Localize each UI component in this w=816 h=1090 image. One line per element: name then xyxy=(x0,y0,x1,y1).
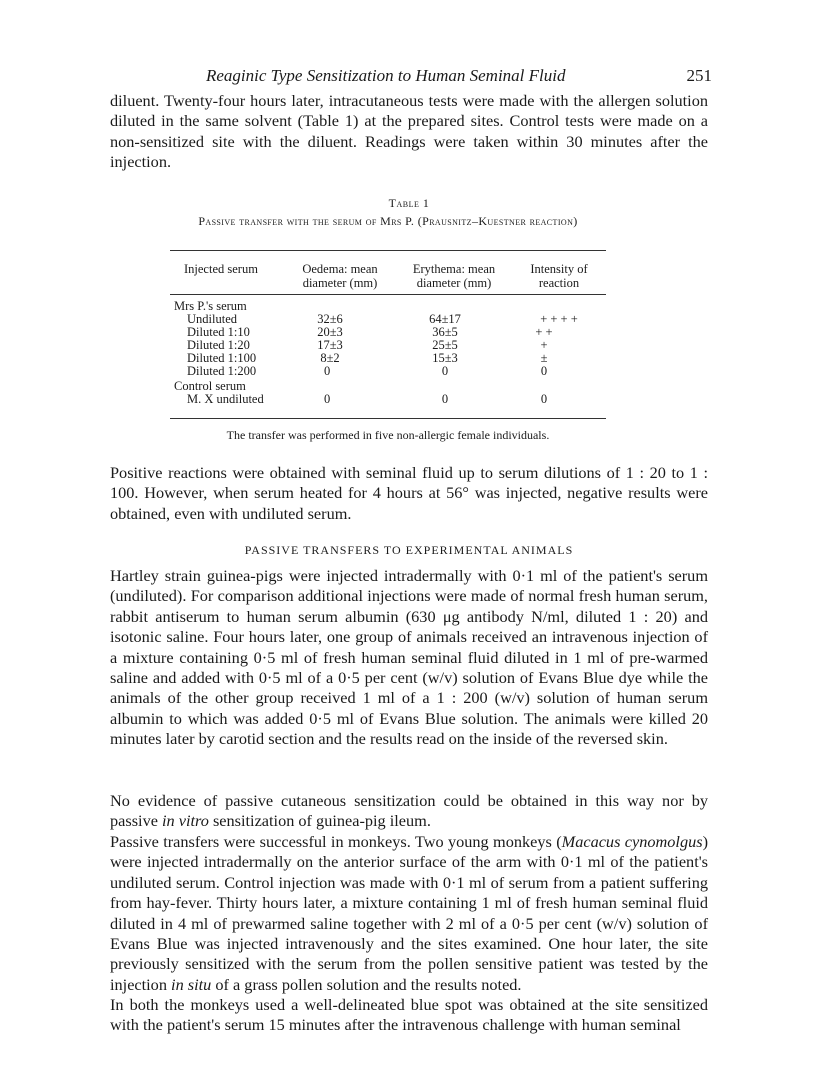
paragraph-no-evidence: No evidence of passive cutaneous sensitization could be obtained in this way nor by passive in vitro sensitization of guinea-pig ileum. xyxy=(110,791,708,831)
row-label: Diluted 1:200 xyxy=(187,364,257,378)
oedema-value: 17±3 xyxy=(317,338,343,352)
group-label-control: Control serum xyxy=(174,379,246,393)
table-label: Table 1 xyxy=(388,196,430,210)
row-label: Undiluted xyxy=(187,312,237,326)
group-label-mrs-p: Mrs P.'s serum xyxy=(174,299,247,313)
running-title: Reaginic Type Sensitization to Human Seminal Fluid xyxy=(206,66,566,85)
table-footnote: The transfer was performed in five non-allergic female individuals. xyxy=(226,428,550,442)
table-top-rule xyxy=(170,250,606,251)
paragraph-positive-reactions: Positive reactions were obtained with seminal fluid up to serum dilutions of 1 : 20 to 1 : 100. However, when serum heated for 4 hours at 56° was injected, negative results were obtained, even with undiluted serum. xyxy=(110,463,708,523)
erythema-value: 64±17 xyxy=(429,312,461,326)
intro-paragraph: diluent. Twenty-four hours later, intracutaneous tests were made with the allergen solution diluted in the same solvent (Table 1) at the prepared sites. Control tests were made on a non-sensitized site with the diluent. Readings were taken within 30 minutes after the injection. xyxy=(110,91,708,172)
row-label: Diluted 1:20 xyxy=(187,338,250,352)
intensity-value: 0 xyxy=(540,392,548,406)
intensity-value: ± xyxy=(540,351,548,365)
table-caption: Passive transfer with the serum of Mrs P. (Prausnitz–Kuestner reaction) xyxy=(198,214,578,228)
col-injected-serum: Injected serum xyxy=(184,262,258,276)
oedema-value: 0 xyxy=(324,364,331,378)
paragraph-monkeys: Passive transfers were successful in monkeys. Two young monkeys (Macacus cynomolgus) were injected intradermally on the anterior surface of the arm with 0·1 ml of the patient's undiluted serum. Control injection was made with 0·1 ml of serum from a patient suffering from hay-fever. Thirty hours later, a mixture containing 1 ml of fresh human seminal fluid diluted in 4 ml of prewarmed saline together with 2 ml of a 0·5 per cent (w/v) solution of Evans Blue was injected intravenously and the sites examined. One hour later, the site previously sensitized with the serum from the pollen sensitive patient was tested by the injection in situ of a grass pollen solution and the results noted. xyxy=(110,832,708,994)
row-label: M. X undiluted xyxy=(187,392,264,406)
oedema-value: 8±2 xyxy=(320,351,340,365)
paragraph-blue-spot: In both the monkeys used a well-delineated blue spot was obtained at the site sensitized with the patient's serum 15 minutes after the intravenous challenge with human seminal xyxy=(110,995,708,1035)
intensity-value: + + + + xyxy=(540,312,578,326)
intensity-value: + xyxy=(540,338,548,352)
erythema-value: 25±5 xyxy=(432,338,458,352)
erythema-value: 0 xyxy=(441,392,449,406)
table-header-rule xyxy=(170,294,606,295)
intensity-value: + + xyxy=(535,325,553,339)
col-erythema: Erythema: mean diameter (mm) xyxy=(412,262,496,290)
intensity-value: 0 xyxy=(540,364,548,378)
oedema-value: 0 xyxy=(324,392,331,406)
erythema-value: 15±3 xyxy=(432,351,458,365)
col-intensity: Intensity of reaction xyxy=(530,262,588,290)
running-header xyxy=(150,66,712,88)
row-label: Diluted 1:10 xyxy=(187,325,250,339)
page-number: 251 xyxy=(686,66,712,85)
paragraph-guinea-pigs: Hartley strain guinea-pigs were injected intradermally with 0·1 ml of the patient's serum (undiluted). For comparison additional injections were made of normal fresh human serum, rabbit antiserum to human serum albumin (630 μg antibody N/ml, diluted 1 : 20) and isotonic saline. Four hours later, one group of animals received an intravenous injection of a mixture containing 0·5 ml of fresh human seminal fluid diluted in 1 ml of pre-warmed saline and added with 0·5 ml of a 0·5 per cent (w/v) solution of Evans Blue dye while the animals of the other group received 1 ml of a 1 : 200 (w/v) solution of human serum albumin to which was added 0·5 ml of Evans Blue solution. The animals were killed 20 minutes later by carotid section and the results read on the inside of the reversed skin. xyxy=(110,566,708,749)
col-oedema: Oedema: mean diameter (mm) xyxy=(302,262,378,290)
table-bottom-rule xyxy=(170,418,606,419)
erythema-value: 0 xyxy=(441,364,449,378)
erythema-value: 36±5 xyxy=(432,325,458,339)
oedema-value: 20±3 xyxy=(317,325,343,339)
row-label: Diluted 1:100 xyxy=(187,351,257,365)
oedema-value: 32±6 xyxy=(317,312,343,326)
section-heading: PASSIVE TRANSFERS TO EXPERIMENTAL ANIMALS xyxy=(244,543,574,557)
